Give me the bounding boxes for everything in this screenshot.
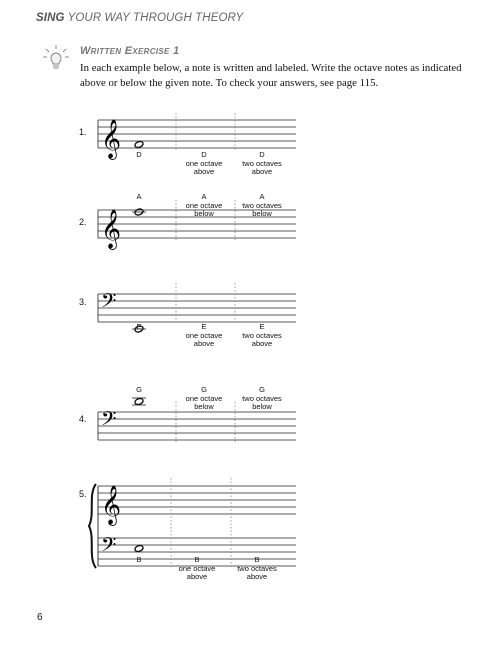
octave-label: G one octave below [185,385,223,411]
example-number: 3. [79,297,87,307]
given-note-label: A [136,192,142,201]
treble-clef-icon: 𝄞 [101,485,122,525]
exercise-instructions: In each example below, a note is written and labeled. Write the octave notes as indicated above or below the given note. To check your answers, see page 115. [80,62,462,89]
brace-icon [89,484,96,568]
octave-label: A one octave below [185,192,223,218]
octave-label: D one octave above [185,150,223,176]
staff-3 [98,294,296,322]
octave-label: B two octaves above [237,555,277,581]
given-note-label: E [136,322,142,331]
example-number: 2. [79,217,87,227]
staff-1 [98,120,296,148]
example-number: 1. [79,127,87,137]
octave-label: A two octaves below [242,192,282,218]
bass-clef-icon: 𝄢 [101,289,117,317]
staff-4 [98,412,296,440]
given-note-label: G [136,385,142,394]
running-header: SING YOUR WAY THROUGH THEORY [36,12,244,24]
staff-5-treble [98,486,296,514]
given-note-label: D [136,150,142,159]
exercise-title: Written Exercise 1 [80,45,180,57]
note-b-whole [134,544,144,552]
example-number: 4. [79,414,87,424]
octave-label: B one octave above [178,555,216,581]
bass-clef-icon: 𝄢 [101,533,117,561]
note-g-whole [134,397,144,405]
octave-label: G two octaves below [242,385,282,411]
given-note-label: B [136,555,142,564]
bass-clef-icon: 𝄢 [101,407,117,435]
treble-clef-icon: 𝄞 [101,119,122,159]
example-number: 5. [79,489,87,499]
octave-label: E two octaves above [242,322,282,348]
page-number: 6 [37,612,43,623]
octave-label: D two octaves above [242,150,282,176]
octave-label: E one octave above [185,322,223,348]
note-d-whole [134,140,144,148]
treble-clef-icon: 𝄞 [101,209,122,249]
